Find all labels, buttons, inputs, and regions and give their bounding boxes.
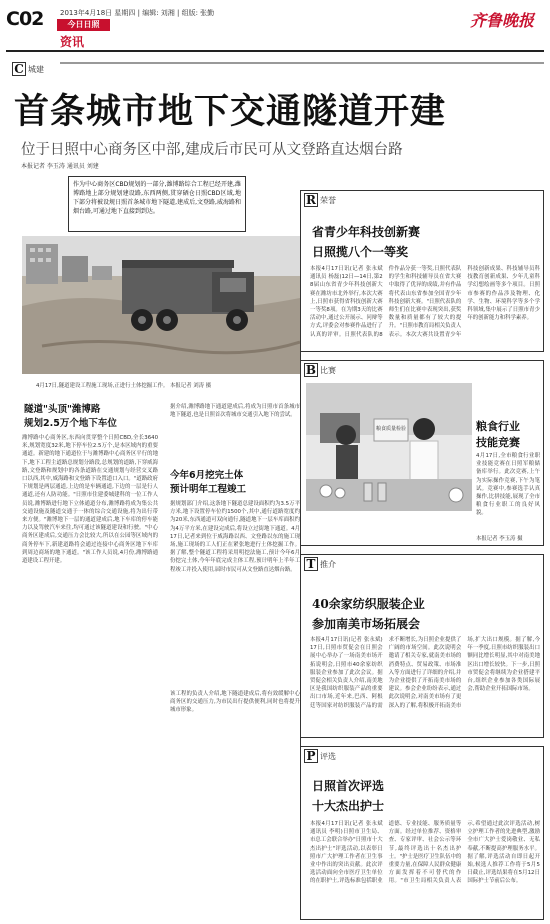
badge-letter: B bbox=[305, 363, 317, 377]
main-col-2-end: 该工程的负责人介绍,地下隧道建成后,将有效缓解中心商务区的交通压力,为市民出行提供便利,同时也将提升城市形象。 bbox=[170, 691, 300, 714]
badge-word: 推介 bbox=[320, 559, 336, 569]
story-p-body: 本报4月17日讯(记者 张永斌 通讯员 李明)日照市卫生局、市总工会联合举办"日照市十大杰出护士"评选活动,以表彰日照市广大护理工作者在卫生事业中作出的突出贡献。此次评选活动面向全市医疗卫生单位的在职护士,评选标准包括职业道德、专业技能、服务质量等方面。经过单位推荐、资格审查、专家评审、社会公示等环节,最终评选出十名杰出护士。"护士是医疗卫生队伍中的重要力量,在保障人民群众健康方面发挥着不可替代的作用。"市卫生局相关负责人表示,希望通过此次评选活动,树立护理工作者的先进典型,激励全市广大护士爱岗敬业、无私奉献,不断提高护理服务水平。据了解,评选活动自即日起开始,候选人推荐工作将于5月5日截止,评选结果将在5月12日国际护士节前后公布。 bbox=[310, 821, 540, 885]
story-r-body: 本报4月17日讯(记者 张永斌 通讯员 杨磊)12日—14日,第28届山东省青少年科技创新大赛在潍坊市北外举行,本次大赛上,日照市获得省科技创新大赛一等奖8项。在为期3天的比赛活动中,通过公开展示、问辩等方式,评委会对参赛作品进行了认真的评审。日照代表队的8件作品分获一等奖,日照代表队的学生和科技辅导员在省大赛中取得了优异的成绩,并有作品将代表山东省参加全国青少年科技创新大赛。"日照代表队的师生们在比赛中表现突出,获奖数量和质量都有了较大的提升。"日照市教育局相关负责人表示。本次大赛共设置青少年科技创新成果、科技辅导员科技教育创新成果、少年儿童科学幻想绘画等多个项目。日照市参赛的作品涉及物理、化学、生物、环境科学等多个学科领域,集中展示了日照市青少年的创新能力和科学素养。 bbox=[310, 266, 540, 338]
story-t-headline-2: 参加南美市场拓展会 bbox=[312, 617, 421, 631]
column-divider bbox=[300, 190, 301, 920]
story-b-headline-2: 技能竞赛 bbox=[476, 436, 520, 449]
main-subhead-2: 今年6月挖完土体 bbox=[170, 470, 244, 481]
story-b-body: 4月17日,全市粮食行业职业技能竞赛在日照军粮储备库举行。此次竞赛,上午为实际操作竞赛,下午为笔试。竞赛中,参赛选手认真操作,比拼技能,展现了全市粮食行业职工的良好风貌。 bbox=[476, 453, 540, 517]
lead-text: 作为中心商务区CBD规划的一部分,潍博路综合工程已经开建,潍博路地上部分规划建设路,东西两侧,贯穿硒仓日照CBD区域,地下部分将被设规日照首条城市地下隧道,建成后,文登路,威海路和烟台路,可通过地下直接到到达。 bbox=[73, 181, 241, 215]
story-b-headline-1: 粮食行业 bbox=[476, 420, 520, 433]
main-col-2-top: 据介绍,潍博路地下通道建成后,将成为日照市首条城市地下隧道,也是日照首次将城市交通引入地下的尝试。 bbox=[170, 404, 300, 419]
story-r-headline-1: 省青少年科技创新赛 bbox=[312, 225, 421, 239]
story-b-badge bbox=[304, 363, 336, 377]
story-p-headline-1: 日照首次评选 bbox=[312, 779, 385, 793]
lab-sign: 粮食质量检验 bbox=[376, 426, 407, 432]
story-t-badge bbox=[304, 557, 336, 571]
main-subhead-1: 隧道"头顶"潍博路 bbox=[24, 404, 101, 415]
main-badge bbox=[12, 62, 44, 76]
section-tag: 今日日照 bbox=[57, 19, 110, 31]
main-photo-caption: 4月17日,隧道建设工程施工现场,正进行土体挖掘工作。 本报记者 刘涛 摄 bbox=[36, 383, 212, 389]
main-subhead-2b: 预计明年工程竣工 bbox=[170, 484, 247, 495]
story-t-body: 本报4月17日讯(记者 张永斌)17日,日照市贸促会在日照会展中心举办了一场南美市场开拓说明会,日照市40余家纺织服装企业参加了此次会议。据贸促会相关负责人介绍,南美地区是我国纺织服装产品的重要出口市场,近年来,巴西、阿根廷等国家对纺织服装产品的需求不断增长,为日照企业提供了广阔的市场空间。此次说明会邀请了相关专家,就南美市场的消费特点、贸易政策、市场准入等方面进行了详细的介绍,并为企业提供了开拓南美市场的建议。参会企业纷纷表示,通过此次说明会,对南美市场有了更深入的了解,将积极开拓南美市场,扩大出口规模。据了解,今年一季度,日照市纺织服装出口额同比增长明显,其中对南美地区出口增长较快。下一步,日照市贸促会将继续为企业搭建平台,组织企业参加各类国际展会,帮助企业开拓国际市场。 bbox=[310, 637, 540, 709]
main-byline: 本报记者 李玉涛 通讯员 刘建 bbox=[21, 163, 99, 170]
badge-letter: P bbox=[304, 749, 318, 763]
construction-photo bbox=[22, 236, 300, 374]
date-line: 2013年4月18日 星期四 | 编辑: 刘湘 | 组版: 张勤 bbox=[60, 9, 215, 17]
main-col-2: 据规划部门介绍,这条地下隧道总建设面积约为3.5万平方米,地下设置停车位约1500个,其中,通行道路宽度约为20米,东西通道可双向通行,隧道地下一层车库面积约为4万平方米,在建设完成后,将设立过街地下通道。4月17日,记者来到位于威海路以西、文登路以东的施工现场,施工现场的工人们正在紧张地进行土体挖掘工作。据了解,整个隧道工程将采用明挖法施工,预计今年6月份挖完土体,今年年底完成主体工程,预计明年上半年工程竣工并投入使用,届时市民可从文登路直达烟台路。 bbox=[170, 501, 300, 573]
section-title: 资讯 bbox=[60, 35, 85, 49]
page-code: C02 bbox=[6, 8, 44, 30]
main-subheadline: 位于日照中心商务区中部,建成后市民可从文登路直达烟台路 bbox=[21, 142, 403, 158]
main-col-1: 潍博路中心商务区,东西向贯穿整个日照CBD,全长3640米,规划宽度32米,地下停车位2.5万个,是本区域内的重要通道。新建的地下通道位于与潍博路中心商务区平行的地下,地下工程主道路总规划分路段,总规划的道路,下穿威海路,文登路和规划中的各条道路在交通规划与经营交叉路口以西,其中,威海路和文登路下设置道口入口。"道路政府下规划是两层通道,上边的是车辆通道,下边的一层是行人通道,还有人防功能。"日照市住建委城建科的一位工作人员说,潍博路进行地下立体通道分布,潍博路将成为集公共交通设施及隧道交通于一体的综合交通设施,将为出行带来方便。"潍博地下一层的通道建成后,地下车库的停车能力以及驾驶汽车来往,均可通过该隧道建设和行驶。"中心商务区建成后,交通压力会比较大,所以在公园等区域内的商务停车下,新建道路将会通过连接中心商务区地下车库到周边商场的地下通道。"该工作人员说,4月份,潍博路通道建设工程开建。 bbox=[22, 435, 158, 565]
story-p-badge bbox=[304, 749, 336, 763]
masthead-logo: 齐鲁晚报 bbox=[470, 11, 535, 30]
badge-letter: T bbox=[304, 557, 318, 571]
main-subhead-1b: 规划2.5万个地下车位 bbox=[24, 418, 117, 429]
badge-letter: R bbox=[304, 193, 318, 207]
badge-word: 比赛 bbox=[320, 365, 336, 375]
lab-photo bbox=[306, 383, 472, 511]
story-r-headline-2: 日照揽八个一等奖 bbox=[312, 245, 409, 259]
badge-word: 评选 bbox=[320, 751, 336, 761]
badge-word: 城建 bbox=[28, 64, 44, 74]
badge-letter: C bbox=[12, 62, 26, 76]
main-headline: 首条城市地下交通隧道开建 bbox=[14, 91, 447, 132]
header-rule bbox=[6, 50, 544, 52]
story-t-headline-1: 40余家纺织服装企业 bbox=[312, 597, 425, 611]
story-r-badge bbox=[304, 193, 336, 207]
story-b-caption: 本报记者 李玉涛 摄 bbox=[476, 536, 523, 542]
main-badge-bar bbox=[60, 62, 544, 64]
story-p-headline-2: 十大杰出护士 bbox=[312, 799, 385, 813]
badge-word: 荣誉 bbox=[320, 195, 336, 205]
lead-box bbox=[68, 176, 246, 232]
